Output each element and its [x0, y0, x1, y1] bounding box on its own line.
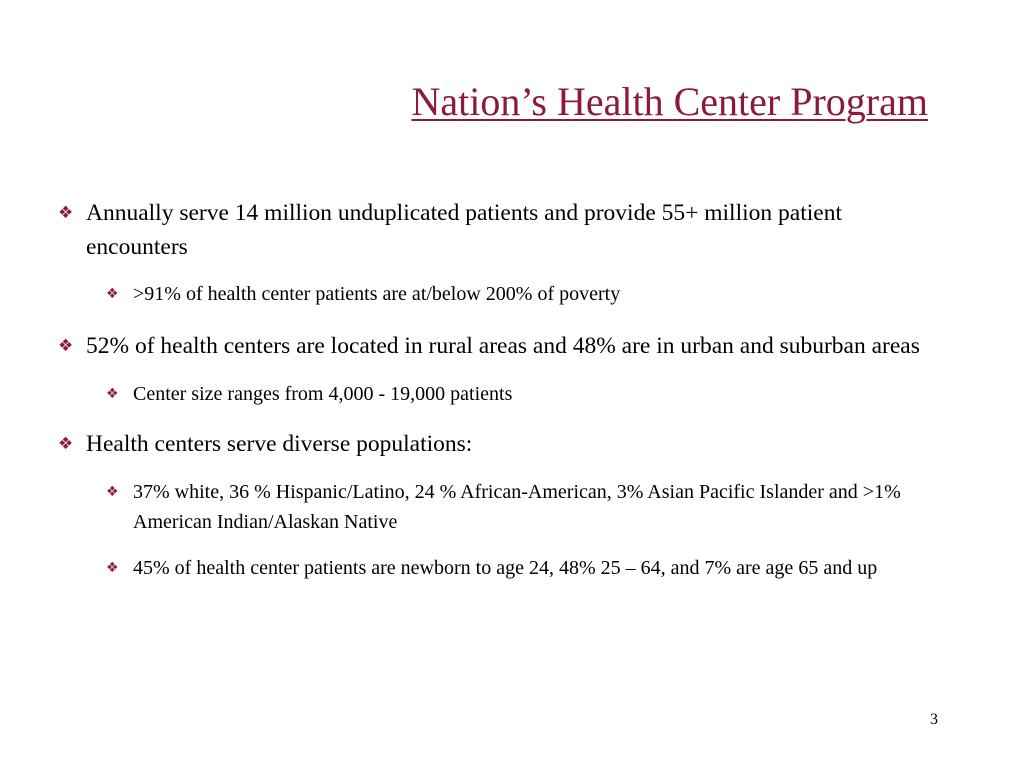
- four-diamond-bullet-icon: ❖: [58, 434, 74, 454]
- sub-bullet-item: [58, 553, 938, 583]
- page-number: 3: [930, 711, 938, 728]
- bullet-item: [58, 196, 926, 264]
- four-diamond-bullet-icon: ❖: [106, 386, 119, 402]
- four-diamond-bullet-icon: ❖: [106, 286, 119, 302]
- sub-bullet-item: [58, 379, 938, 409]
- four-diamond-bullet-icon: ❖: [58, 203, 74, 223]
- bullet-text: Annually serve 14 million unduplicated patients and provide 55+ million patient encounters: [86, 200, 842, 260]
- bullet-item: [58, 329, 926, 363]
- sub-bullet-text: 37% white, 36 % Hispanic/Latino, 24 % African-American, 3% Asian Pacific Islander and >1% American Indian/Alaskan Native: [133, 481, 901, 533]
- sub-bullet-text: Center size ranges from 4,000 - 19,000 patients: [133, 383, 513, 405]
- bullet-text: 52% of health centers are located in rural areas and 48% are in urban and suburban areas: [86, 333, 920, 359]
- sub-bullet-text: 45% of health center patients are newborn to age 24, 48% 25 – 64, and 7% are age 65 and up: [133, 557, 878, 579]
- bullet-list: [58, 196, 958, 583]
- sub-bullet-text: >91% of health center patients are at/below 200% of poverty: [133, 283, 621, 305]
- four-diamond-bullet-icon: ❖: [106, 560, 119, 576]
- four-diamond-bullet-icon: ❖: [106, 484, 119, 500]
- four-diamond-bullet-icon: ❖: [58, 336, 74, 356]
- bullet-text: Health centers serve diverse populations:: [86, 431, 473, 457]
- slide-title: Nation’s Health Center Program: [411, 79, 928, 124]
- sub-bullet-item: [58, 279, 938, 309]
- bullet-item: [58, 427, 926, 461]
- sub-bullet-item: [58, 477, 938, 537]
